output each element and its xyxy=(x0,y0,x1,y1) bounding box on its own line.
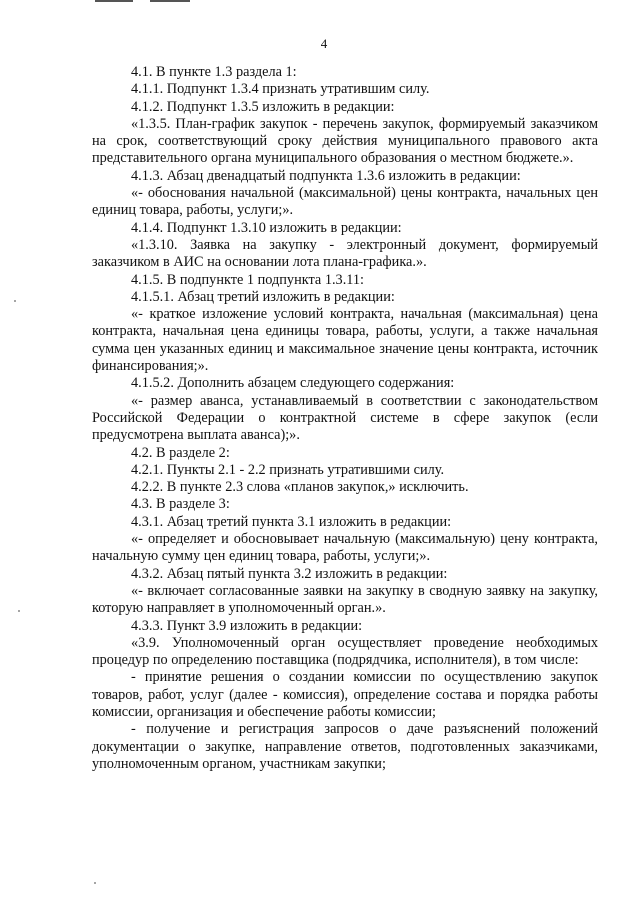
paragraph: «- определяет и обосновывает начальную (максимальную) цену контракта, начальную сумму цен единиц товара, работы, услуги;». xyxy=(92,531,598,565)
paragraph: 4.1.5.2. Дополнить абзацем следующего содержания: xyxy=(131,375,455,392)
page-number: 4 xyxy=(320,36,328,51)
document-body xyxy=(92,64,598,773)
paragraph: 4.3.3. Пункт 3.9 изложить в редакции: xyxy=(131,617,363,634)
paragraph: «- краткое изложение условий контракта, начальная (максимальная) цена контракта, начальная цена единицы товара, работы, услуги, а также начальная сумма цен указанных единиц и максимальное значение цены контракта, источник финансирования;». xyxy=(92,306,598,375)
paragraph: 4.1.5.1. Абзац третий изложить в редакции: xyxy=(131,288,395,305)
paragraph: 4.1.1. Подпункт 1.3.4 признать утратившим силу. xyxy=(131,81,430,98)
paragraph: 4.1.3. Абзац двенадцатый подпункта 1.3.6 изложить в редакции: xyxy=(131,167,521,184)
paragraph: - принятие решения о создании комиссии по осуществлению закупок товаров, работ, услуг (далее - комиссия), определение состава и порядка работы комиссии, организация и обеспечение работы комиссии; xyxy=(92,669,598,720)
paragraph: 4.1.5. В подпункте 1 подпункта 1.3.11: xyxy=(131,271,365,288)
paragraph: 4.2.1. Пункты 2.1 - 2.2 признать утратившими силу. xyxy=(131,461,445,478)
paragraph: 4.3. В разделе 3: xyxy=(131,496,230,513)
scan-top-marks xyxy=(95,0,190,3)
paragraph: 4.1.2. Подпункт 1.3.5 изложить в редакции: xyxy=(131,98,395,115)
paragraph: - получение и регистрация запросов о даче разъяснений положений документации о закупке, направление ответов, подготовленных заказчиками, уполномоченным органом, участникам закупки; xyxy=(92,721,598,772)
paragraph: 4.1.4. Подпункт 1.3.10 изложить в редакции: xyxy=(131,219,402,236)
paragraph: 4.2.2. В пункте 2.3 слова «планов закупок,» исключить. xyxy=(131,479,469,496)
scan-speck xyxy=(14,300,16,302)
paragraph: «3.9. Уполномоченный орган осуществляет проведение необходимых процедур по определению поставщика (подрядчика, исполнителя), в том числе: xyxy=(92,634,598,669)
paragraph: 4.2. В разделе 2: xyxy=(131,444,230,461)
paragraph: «1.3.10. Заявка на закупку - электронный документ, формируемый заказчиком в АИС на основании лота плана-графика.». xyxy=(92,236,598,271)
paragraph: «- обоснования начальной (максимальной) цены контракта, начальных цен единиц товара, работы, услуги;». xyxy=(92,185,598,219)
paragraph: 4.3.2. Абзац пятый пункта 3.2 изложить в редакции: xyxy=(131,565,448,582)
paragraph: 4.3.1. Абзац третий пункта 3.1 изложить в редакции: xyxy=(131,513,452,530)
paragraph: «- включает согласованные заявки на закупку в сводную заявку на закупку, которую направляет в уполномоченный орган.». xyxy=(92,582,598,617)
scan-speck xyxy=(18,610,20,612)
scan-speck xyxy=(94,882,96,884)
paragraph: 4.1. В пункте 1.3 раздела 1: xyxy=(131,64,297,80)
paragraph: «- размер аванса, устанавливаемый в соответствии с законодательством Российской Федерации о контрактной системе в сфере закупок (если предусмотрена выплата аванса);». xyxy=(92,392,598,444)
paragraph: «1.3.5. План-график закупок - перечень закупок, формируемый заказчиком на срок, соответствующий сроку действия муниципального правового акта представительного органа муниципального образования о местном бюджете.». xyxy=(92,115,598,167)
